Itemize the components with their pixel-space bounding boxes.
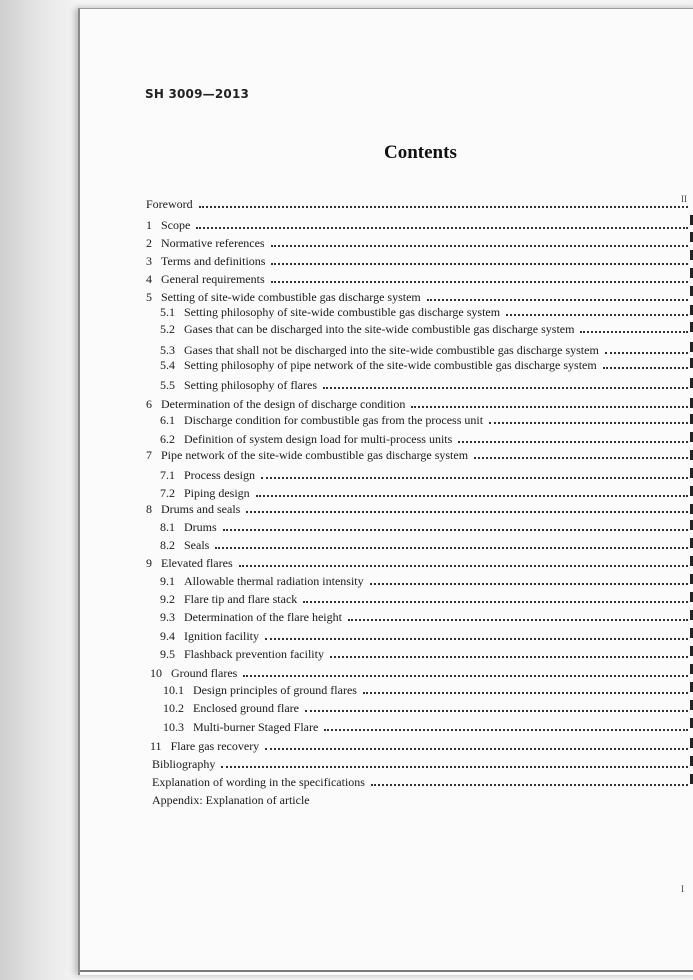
toc-entry-title: Terms and definitions — [161, 254, 266, 268]
dot-leader — [371, 776, 688, 786]
toc-entry — [163, 701, 688, 719]
toc-entry-number: 5.2 — [160, 322, 175, 336]
toc-entry — [160, 413, 688, 431]
toc-entry-number: 7.1 — [160, 468, 175, 482]
toc-entry-number: 2 — [146, 236, 152, 250]
toc-entry-title: Multi-burner Staged Flare — [193, 720, 319, 734]
dot-leader — [458, 433, 688, 443]
dot-leader — [261, 469, 688, 479]
toc-entry-number: 10.2 — [163, 701, 184, 715]
toc-entry — [150, 666, 688, 684]
foreword-page-number: II — [681, 194, 687, 204]
dot-leader — [580, 323, 688, 333]
dot-leader — [489, 414, 688, 424]
dot-leader — [256, 487, 688, 497]
toc-entry — [160, 610, 688, 628]
toc-entry-title: Pipe network of the site-wide combustible gas discharge system — [161, 448, 469, 462]
dot-leader — [199, 198, 688, 208]
toc-entry-title: Scope — [161, 218, 191, 232]
toc-entry-number: 5.3 — [160, 343, 175, 357]
toc-entry — [152, 793, 688, 811]
dot-leader — [323, 379, 688, 389]
toc-entry-number: 8.2 — [160, 538, 175, 552]
toc-entry — [146, 218, 688, 236]
standard-code: SH 3009—2013 — [145, 87, 250, 101]
toc-entry-number: 6 — [146, 397, 152, 411]
toc-entry — [160, 538, 688, 556]
dot-leader — [474, 449, 688, 459]
dot-leader — [196, 219, 688, 229]
toc-entry-title: Explanation of wording in the specifications — [152, 775, 365, 789]
toc-entry — [160, 592, 688, 610]
toc-entry-number: 9.4 — [160, 629, 175, 643]
toc-entry-number: 9 — [146, 556, 152, 570]
dot-leader — [427, 291, 688, 301]
toc-entry-title: Seals — [184, 538, 210, 552]
dot-leader — [348, 611, 688, 621]
toc-entry — [160, 629, 688, 647]
toc-entry-title: Ignition facility — [184, 629, 259, 643]
toc-entry — [146, 254, 688, 272]
dot-leader — [271, 237, 688, 247]
toc-entry-title: Drums and seals — [161, 502, 241, 516]
toc-entry — [160, 468, 688, 486]
toc-entry-number: 10 — [150, 666, 162, 680]
toc-entry — [150, 739, 688, 757]
dot-leader — [271, 255, 688, 265]
toc-entry-number: 10.3 — [163, 720, 184, 734]
toc-entry-number: 5.1 — [160, 305, 175, 319]
toc-entry-title: Setting philosophy of pipe network of the site-wide combustible gas discharge system — [184, 358, 597, 372]
toc-entry-title: Setting philosophy of site-wide combustible gas discharge system — [184, 305, 501, 319]
toc-entry — [160, 358, 688, 376]
toc-entry-title: Gases that shall not be discharged into the site-wide combustible gas discharge system — [184, 343, 599, 357]
toc-entry-number: 8 — [146, 502, 152, 516]
dot-leader — [370, 575, 688, 585]
dot-leader — [215, 539, 688, 549]
toc-entry-title: Setting of site-wide combustible gas discharge system — [161, 290, 421, 304]
toc-entry-title: Flare gas recovery — [170, 739, 260, 753]
toc-entry-title: Discharge condition for combustible gas from the process unit — [184, 413, 484, 427]
dot-leader — [221, 758, 688, 768]
toc-entry-title: Drums — [184, 520, 217, 534]
toc-entry-number: 11 — [150, 739, 162, 753]
toc-entry-title: Ground flares — [171, 666, 238, 680]
toc-entry-title: Definition of system design load for multi-process units — [184, 432, 453, 446]
toc-entry — [146, 448, 688, 466]
toc-entry — [163, 720, 688, 738]
dot-leader — [303, 593, 688, 603]
dot-leader — [223, 521, 688, 531]
toc-entry — [163, 683, 688, 701]
toc-entry-title: Piping design — [184, 486, 250, 500]
dot-leader — [411, 398, 688, 408]
toc-entry-number: 5.4 — [160, 358, 175, 372]
toc-entry-number: 9.1 — [160, 574, 175, 588]
toc-entry — [160, 305, 688, 323]
toc-entry-title: Allowable thermal radiation intensity — [184, 574, 364, 588]
dot-leader — [305, 702, 688, 712]
toc-entry-title: Gases that can be discharged into the site-wide combustible gas discharge system — [184, 322, 575, 336]
toc-entry — [160, 378, 688, 396]
toc-entry-number: 6.1 — [160, 413, 175, 427]
toc-entry-title: Determination of the design of discharge condition — [161, 397, 406, 411]
toc-entry-number: 6.2 — [160, 432, 175, 446]
toc-entry — [146, 197, 688, 215]
page-title: Contents — [384, 142, 457, 163]
dot-leader — [243, 667, 688, 677]
toc-entry-number: 5 — [146, 290, 152, 304]
toc-entry-title: Enclosed ground flare — [193, 701, 299, 715]
toc-entry-title: Determination of the flare height — [184, 610, 342, 624]
paper-edge — [80, 970, 693, 972]
toc-entry-title: Elevated flares — [161, 556, 233, 570]
toc-entry-number: 7 — [146, 448, 152, 462]
dot-leader — [271, 273, 688, 283]
toc-entry-title: Flashback prevention facility — [184, 647, 324, 661]
toc-entry-title: Flare tip and flare stack — [184, 592, 298, 606]
toc-entry-title: Design principles of ground flares — [193, 683, 357, 697]
toc-entry — [146, 556, 688, 574]
toc-entry-title: Bibliography — [152, 757, 216, 771]
toc-entry-title: Process design — [184, 468, 255, 482]
toc-entry-title: Foreword — [146, 197, 193, 211]
toc-entry-number: 7.2 — [160, 486, 175, 500]
dot-leader — [605, 344, 688, 354]
toc-entry — [146, 236, 688, 254]
toc-entry — [160, 520, 688, 538]
dot-leader — [246, 503, 688, 513]
toc-entry-number: 9.5 — [160, 647, 175, 661]
toc-entry-title: Appendix: Explanation of article — [152, 793, 310, 807]
dot-leader — [603, 359, 688, 369]
toc-entry-number: 3 — [146, 254, 152, 268]
dot-leader — [324, 721, 688, 731]
toc-entry-number: 10.1 — [163, 683, 184, 697]
toc-entry-number: 5.5 — [160, 378, 175, 392]
dot-leader — [265, 630, 688, 640]
toc-entry-number: 1 — [146, 218, 152, 232]
toc-entry — [146, 502, 688, 520]
dot-leader — [363, 684, 688, 694]
toc-entry-title: Setting philosophy of flares — [184, 378, 317, 392]
toc-entry — [146, 272, 688, 290]
toc-entry — [152, 757, 688, 775]
toc-entry-number: 9.2 — [160, 592, 175, 606]
toc-entry-title: General requirements — [161, 272, 265, 286]
dot-leader — [506, 306, 688, 316]
toc-entry-title: Normative references — [161, 236, 265, 250]
toc-entry — [152, 775, 688, 793]
toc-entry — [160, 322, 688, 340]
dot-leader — [265, 740, 688, 750]
toc-entry — [160, 647, 688, 665]
toc-entry-number: 8.1 — [160, 520, 175, 534]
footer-page-mark: I — [681, 884, 684, 894]
dot-leader — [330, 648, 688, 658]
dot-leader — [239, 557, 688, 567]
toc-entry-number: 4 — [146, 272, 152, 286]
toc-entry-number: 9.3 — [160, 610, 175, 624]
toc-entry — [160, 574, 688, 592]
